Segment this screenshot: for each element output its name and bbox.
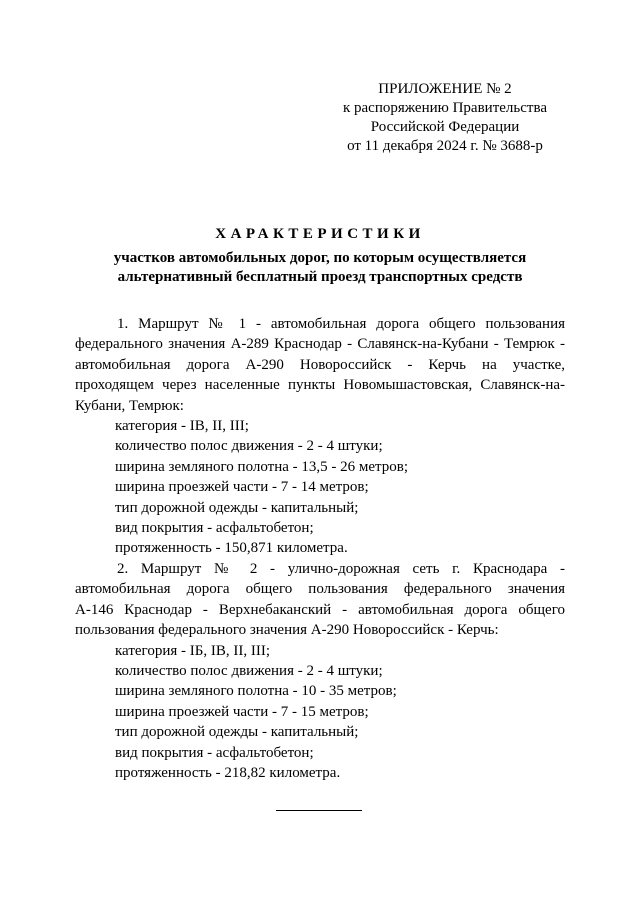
route1-line: Кубани, Темрюк: (75, 397, 184, 414)
route2-line: пользования федерального значения А-290 Новороссийск - Керчь: (75, 622, 499, 639)
document-title: ХАРАКТЕРИСТИКИ (215, 226, 425, 242)
route2-heading: 2. Маршрут № 2 - улично-дорожная сеть г. Краснодара - (117, 560, 565, 577)
route2-surface: вид покрытия - асфальтобетон; (115, 744, 314, 761)
route2-line: автомобильная дорога общего пользования федерального значения (75, 581, 565, 598)
subtitle-line: альтернативный бесплатный проезд транспортных средств (117, 269, 523, 285)
annex-number: ПРИЛОЖЕНИЕ № 2 (378, 81, 512, 97)
route1-roadbed-width: ширина земляного полотна - 13,5 - 26 метров; (115, 458, 409, 475)
route2-length: протяженность - 218,82 километра. (115, 764, 341, 781)
annex-reference: к распоряжению Правительства (342, 100, 547, 116)
route2-roadbed-width: ширина земляного полотна - 10 - 35 метров; (115, 683, 397, 700)
annex-header (330, 80, 560, 156)
route1-line: проходящем через населенные пункты Новомышастовская, Славянск-на- (75, 377, 565, 394)
route1-line: автомобильная дорога А-290 Новороссийск - Керчь на участке, (75, 356, 565, 373)
route1-heading: 1. Маршрут № 1 - автомобильная дорога общего пользования (117, 316, 565, 332)
annex-date: от 11 декабря 2024 г. № 3688-р (347, 138, 543, 154)
route1-length: протяженность - 150,871 километра. (115, 540, 348, 557)
route2-carriageway-width: ширина проезжей части - 7 - 15 метров; (115, 703, 369, 720)
document-subtitle (75, 249, 565, 287)
route1-carriageway-width: ширина проезжей части - 7 - 14 метров; (115, 479, 369, 496)
route2-line: А-146 Краснодар - Верхнебаканский - автомобильная дорога общего (75, 601, 565, 618)
route2-lanes: количество полос движения - 2 - 4 штуки; (115, 662, 383, 679)
document-body (75, 314, 565, 783)
subtitle-line: участков автомобильных дорог, по которым осуществляется (113, 250, 527, 266)
route2-pavement-type: тип дорожной одежды - капитальный; (115, 724, 359, 741)
route1-pavement-type: тип дорожной одежды - капитальный; (115, 499, 359, 516)
closing-divider (276, 810, 362, 811)
route1-category: категория - IB, II, III; (115, 418, 249, 435)
route1-lanes: количество полос движения - 2 - 4 штуки; (115, 438, 383, 455)
route1-surface: вид покрытия - асфальтобетон; (115, 520, 314, 537)
route1-line: федерального значения А-289 Краснодар - Славянск-на-Кубани - Темрюк - (75, 336, 565, 353)
route2-category: категория - IБ, IB, II, III; (115, 642, 270, 659)
annex-authority: Российской Федерации (370, 119, 520, 135)
